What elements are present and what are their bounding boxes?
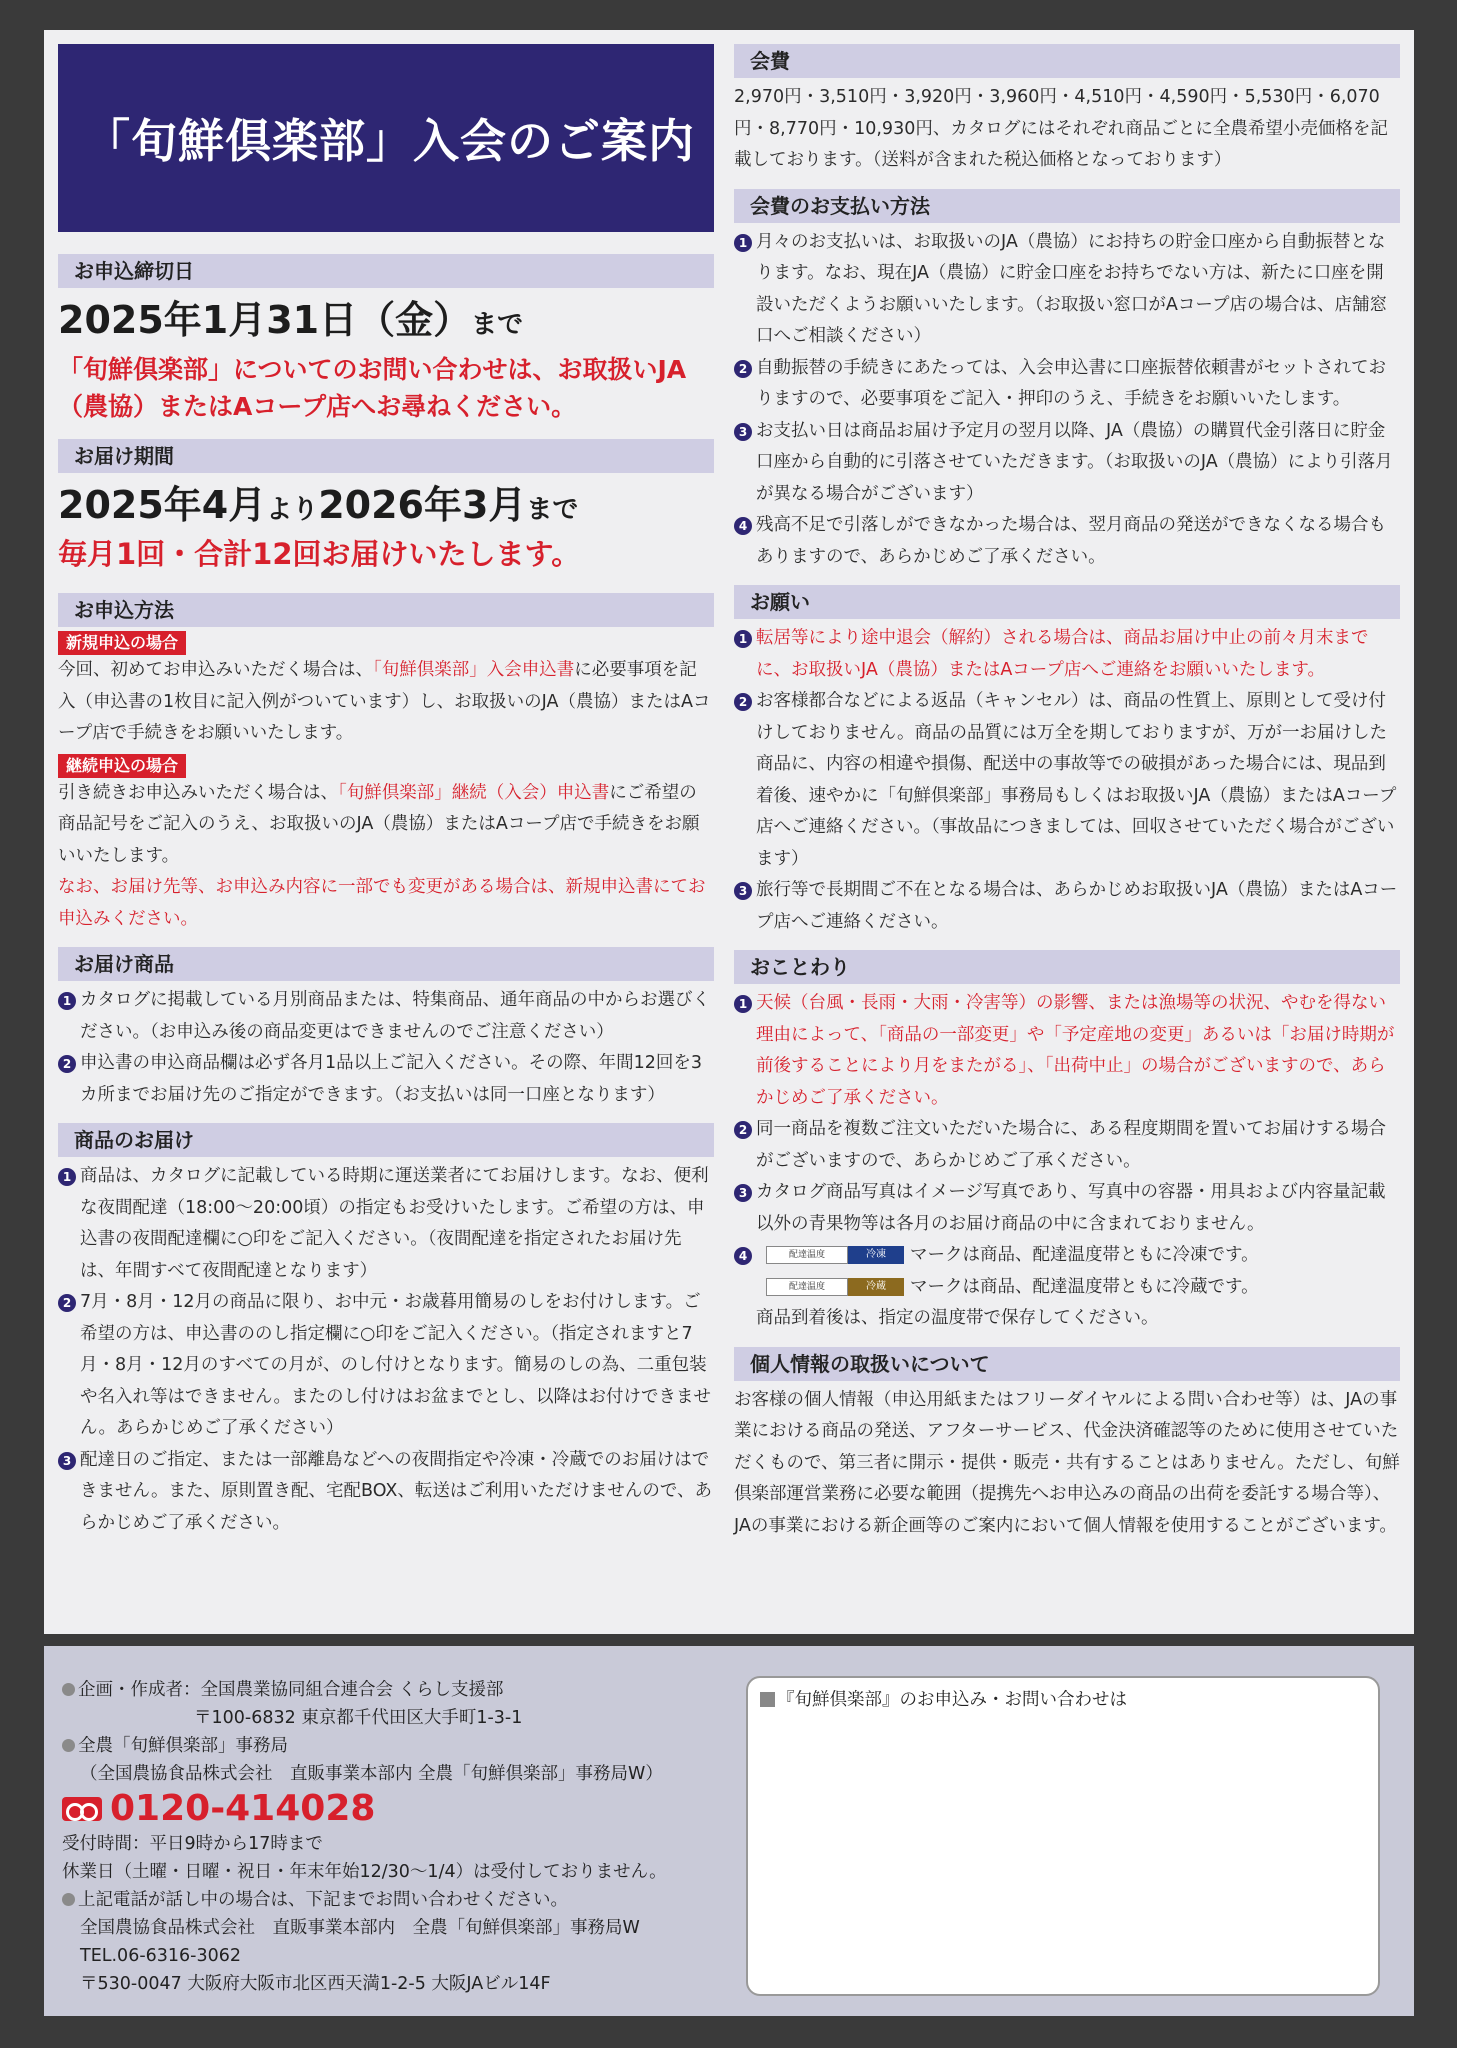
period-note: 毎月1回・合計12回お届けいたします。 <box>58 537 581 571</box>
contact-label: 『旬鮮倶楽部』のお申込み・お問い合わせは <box>777 1690 1127 1710</box>
list-item <box>734 353 1400 416</box>
number-badge: 1 <box>734 995 752 1013</box>
number-badge: 4 <box>734 517 752 535</box>
deadline-note-2: （農協）またはAコープ店へお尋ねください。 <box>58 392 577 421</box>
period-end: 2026年3月 <box>318 483 527 527</box>
frozen-mark-icon <box>766 1246 904 1264</box>
busy-note: 上記電話が話し中の場合は、下記までお問い合わせください。 <box>78 1890 568 1910</box>
disclaimer-heading: おことわり <box>734 950 1400 984</box>
planner-text: 企画・作成者：全国農業協同組合連合会 くらし支援部 <box>78 1680 504 1700</box>
chilled-mark-icon <box>766 1278 904 1296</box>
apply-heading: お申込方法 <box>58 593 714 627</box>
footer <box>44 1646 1414 2016</box>
item-text: 天候（台風・長雨・大雨・冷害等）の影響、または漁場等の状況、やむを得ない理由によって、「商品の一部変更」や「予定産地の変更」あるいは「お届け時期が前後することにより月をまたがる」、「出荷中止」の場合がございますので、あらかじめご了承ください。 <box>756 993 1395 1108</box>
requests-heading: お願い <box>734 585 1400 619</box>
list-item <box>58 985 714 1048</box>
item-text: 旅行等で長期間ご不在となる場合は、あらかじめお取扱いJA（農協）またはAコープ店へご連絡ください。 <box>756 880 1398 932</box>
chilled-mark-label: 配達温度 <box>766 1278 848 1296</box>
alt-address: 〒530-0047 大阪府大阪市北区西天満1-2-5 大阪JAビル14F <box>80 1974 551 1994</box>
number-badge: 3 <box>734 423 752 441</box>
chilled-mark-value: 冷蔵 <box>848 1278 904 1296</box>
item-text: お客様都合などによる返品（キャンセル）は、商品の性質上、原則として受け付けしておりません。商品の品質には万全を期しておりますが、万が一お届けした商品に、内容の相違や損傷、配送中の事故等での破損があった場合には、現品到着後、速やかに「旬鮮倶楽部」事務局もしくはお取扱いJA（農協）またはAコープ店へご連絡ください。（事故品につきましては、回収させていただく場合がございます） <box>756 691 1397 869</box>
period-heading: お届け期間 <box>58 439 714 473</box>
bullet-icon <box>62 1683 75 1696</box>
payment-heading: 会費のお支払い方法 <box>734 189 1400 223</box>
list-item <box>58 1048 714 1111</box>
period-start: 2025年4月 <box>58 483 267 527</box>
new-apply-text <box>58 655 714 750</box>
contact-stamp-box <box>746 1676 1380 1996</box>
privacy-heading: 個人情報の取扱いについて <box>734 1347 1400 1381</box>
chilled-mark-text: マークは商品、配達温度帯ともに冷蔵です。 <box>910 1276 1259 1297</box>
apply-change-note: なお、お届け先等、お申込み内容に一部でも変更がある場合は、新規申込書にてお申込みください。 <box>58 877 706 929</box>
period-from: より <box>266 495 319 525</box>
bullet-icon <box>62 1739 75 1752</box>
office-detail: （全国農協食品株式会社 直販事業本部内 全農「旬鮮倶楽部」事務局W） <box>80 1764 663 1784</box>
holidays: 休業日（土曜・日曜・祝日・年末年始12/30〜1/4）は受付しておりません。 <box>62 1862 667 1882</box>
deadline-heading: お申込締切日 <box>58 254 714 288</box>
planner-line <box>62 1676 722 1704</box>
number-badge: 4 <box>734 1247 752 1265</box>
new-apply-text-2: に必要事項を記入（申込書の1枚目に記入例がついています）し、お取扱いのJA（農協）またはAコープ店で手続きをお願いいたします。 <box>58 660 711 743</box>
frozen-mark-text: マークは商品、配達温度帯ともに冷凍です。 <box>910 1245 1259 1265</box>
deadline-date-suffix: まで <box>471 310 524 340</box>
list-item <box>734 875 1400 938</box>
list-item <box>734 988 1400 1114</box>
item-text: 7月・8月・12月の商品に限り、お中元・お歳暮用簡易のしをお付けします。ご希望の方は、申込書ののし指定欄に○印をご記入ください。（指定されますと7月・8月・12月のすべての月が、のし付けとなります。簡易のしの為、二重包装や名入れ等はできません。またのし付けはお盆までとし、以降はお付けできません。あらかじめご了承ください） <box>80 1292 712 1438</box>
list-item <box>734 686 1400 875</box>
privacy-text: お客様の個人情報（申込用紙またはフリーダイヤルによる問い合わせ等）は、JAの事業における商品の発送、アフターサービス、代金決済確認等のために使用させていただくもので、第三者に開示・提供・販売・共有することはありません。ただし、旬鮮倶楽部運営業務に必要な範囲（提携先へお申込みの商品の出荷を委託する場合等）、JAの事業における新企画等のご案内において個人情報を使用することがございます。 <box>734 1389 1400 1536</box>
list-item <box>58 1161 714 1287</box>
list-item <box>58 1445 714 1540</box>
bullet-icon <box>62 1893 75 1906</box>
frozen-mark-value: 冷凍 <box>848 1246 904 1264</box>
footer-info <box>62 1676 722 1998</box>
number-badge: 3 <box>58 1452 76 1470</box>
item-text: 自動振替の手続きにあたっては、入会申込書に口座振替依頼書がセットされておりますので、必要事項をご記入・押印のうえ、手続きをお願いいたします。 <box>756 357 1386 409</box>
item-text: 配達日のご指定、または一部離島などへの夜間指定や冷凍・冷蔵でのお届けはできません。また、原則置き配、宅配BOX、転送はご利用いただけませんので、あらかじめご了承ください。 <box>80 1449 713 1533</box>
shipping-heading: 商品のお届け <box>58 1123 714 1157</box>
item-text: 月々のお支払いは、お取扱いのJA（農協）にお持ちの貯金口座から自動振替となります。なお、現在JA（農協）に貯金口座をお持ちでない方は、新たに口座を開設いただくようお願いいたします。（お取扱い窓口がAコープ店の場合は、店舗窓口へご相談ください） <box>756 231 1387 346</box>
office-text: 全農「旬鮮倶楽部」事務局 <box>78 1736 288 1756</box>
deadline-note-1: 「旬鮮倶楽部」についてのお問い合わせは、お取扱いJA <box>58 355 687 384</box>
cont-apply-text <box>58 778 714 873</box>
new-apply-form-name: 「旬鮮倶楽部」入会申込書 <box>373 660 575 680</box>
new-apply-tag: 新規申込の場合 <box>58 631 186 655</box>
page-title: 「旬鮮倶楽部」入会のご案内 <box>58 44 714 232</box>
item-text: 残高不足で引落しができなかった場合は、翌月商品の発送ができなくなる場合もありますので、あらかじめご了承ください。 <box>756 515 1386 567</box>
deadline-date <box>58 294 714 351</box>
fee-heading: 会費 <box>734 44 1400 78</box>
cont-apply-tag: 継続申込の場合 <box>58 754 186 778</box>
left-column <box>58 44 714 1539</box>
planner-address: 〒100-6832 東京都千代田区大手町1-3-1 <box>194 1708 523 1728</box>
number-badge: 2 <box>734 360 752 378</box>
storage-note: 商品到着後は、指定の温度帯で保存してください。 <box>756 1308 1159 1328</box>
alt-tel: TEL.06-6316-3062 <box>80 1946 242 1966</box>
phone-number[interactable]: 0120-414028 <box>110 1788 376 1829</box>
number-badge: 1 <box>58 1168 76 1186</box>
list-item <box>58 1287 714 1445</box>
item-text: 同一商品を複数ご注文いただいた場合に、ある程度期間を置いてお届けする場合がございますので、あらかじめご了承ください。 <box>756 1119 1386 1171</box>
free-dial[interactable] <box>62 1788 722 1830</box>
free-dial-icon <box>62 1797 102 1821</box>
number-badge: 1 <box>734 630 752 648</box>
item-text: 転居等により途中退会（解約）される場合は、商品お届け中止の前々月末までに、お取扱いJA（農協）またはAコープ店へご連絡をお願いいたします。 <box>756 628 1369 680</box>
number-badge: 2 <box>734 1121 752 1139</box>
cont-apply-form-name: 「旬鮮倶楽部」継続（入会）申込書 <box>338 782 610 803</box>
deadline-date-value: 2025年1月31日（金） <box>58 298 472 342</box>
frozen-mark-label: 配達温度 <box>766 1246 848 1264</box>
cont-apply-text-1: 引き続きお申込みいただく場合は、 <box>58 782 338 803</box>
item-text: 商品は、カタログに記載している時期に運送業者にてお届けします。なお、便利な夜間配達（18:00〜20:00頃）の指定もお受けいたします。ご希望の方は、申込書の夜間配達欄に○印をご記入ください。（夜間配達を指定されたお届け先は、年間すべて夜間配達となります） <box>80 1166 709 1281</box>
list-item <box>734 416 1400 511</box>
item-text: お支払い日は商品お届け予定月の翌月以降、JA（農協）の購買代金引落日に貯金口座から自動的に引落させていただきます。（お取扱いのJA（農協）により引落月が異なる場合がございます） <box>756 420 1393 504</box>
item-text: カタログ商品写真はイメージ写真であり、写真中の容器・用具および内容量記載以外の青果物等は各月のお届け商品の中に含まれておりません。 <box>756 1182 1386 1234</box>
hours: 受付時間：平日9時から17時まで <box>62 1834 323 1854</box>
number-badge: 2 <box>58 1294 76 1312</box>
number-badge: 3 <box>734 882 752 900</box>
number-badge: 1 <box>58 992 76 1010</box>
contact-label-line <box>760 1686 1366 1711</box>
number-badge: 1 <box>734 234 752 252</box>
list-item <box>734 1240 1400 1335</box>
office-line <box>62 1732 722 1760</box>
item-text: カタログに掲載している月別商品または、特集商品、通年商品の中からお選びください。（お申込み後の商品変更はできませんのでご注意ください） <box>80 990 710 1042</box>
list-item <box>734 623 1400 686</box>
right-column <box>734 44 1400 1542</box>
number-badge: 2 <box>58 1055 76 1073</box>
number-badge: 3 <box>734 1184 752 1202</box>
busy-note-line <box>62 1886 722 1914</box>
item-text <box>756 1240 1400 1335</box>
info-sheet <box>44 30 1414 1634</box>
list-item <box>734 1114 1400 1177</box>
period-until: まで <box>526 495 579 525</box>
list-item <box>734 227 1400 353</box>
fee-text: 2,970円・3,510円・3,920円・3,960円・4,510円・4,590円・5,530円・6,070円・8,770円・10,930円、カタログにはそれぞれ商品ごとに全農希望小売価格を記載しております。（送料が含まれた税込価格となっております） <box>734 87 1388 170</box>
list-item <box>734 1177 1400 1240</box>
period-range <box>58 479 714 536</box>
number-badge: 2 <box>734 693 752 711</box>
products-heading: お届け商品 <box>58 947 714 981</box>
cont-apply-text-2: にご希望の商品記号をご記入のうえ、お取扱いのJA（農協）またはAコープ店で手続きをお願いいたします。 <box>58 782 700 866</box>
new-apply-text-1: 今回、初めてお申込みいただく場合は、 <box>58 660 373 680</box>
item-text: 申込書の申込商品欄は必ず各月1品以上ご記入ください。その際、年間12回を3カ所までお届け先のご指定ができます。（お支払いは同一口座となります） <box>80 1053 703 1105</box>
alt-company: 全国農協食品株式会社 直販事業本部内 全農「旬鮮倶楽部」事務局W <box>80 1918 640 1938</box>
square-icon <box>760 1692 775 1707</box>
list-item <box>734 510 1400 573</box>
